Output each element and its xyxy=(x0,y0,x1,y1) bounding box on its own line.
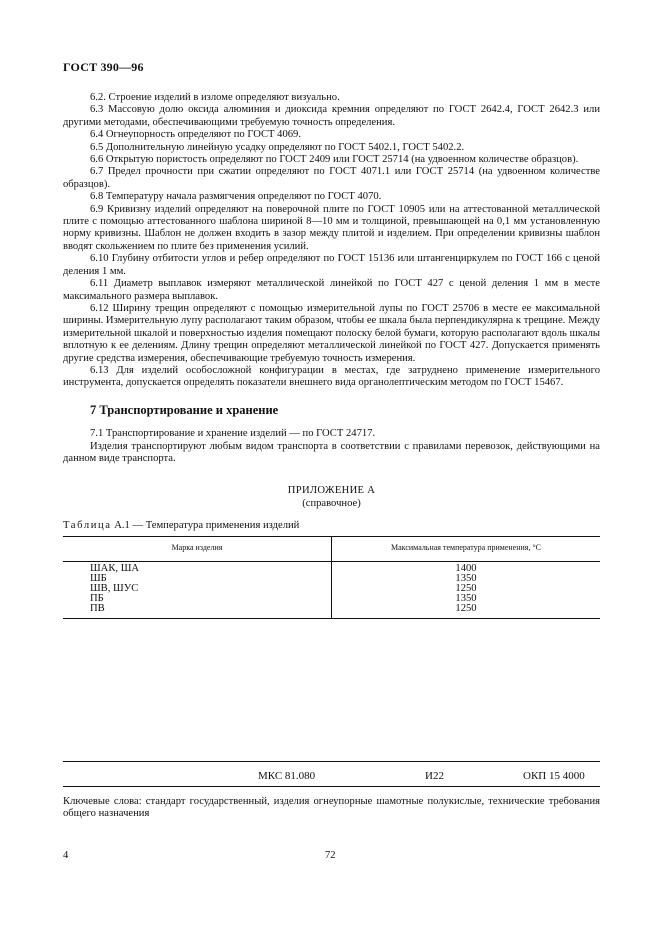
table-caption-text: А.1 — Температура применения изделий xyxy=(111,520,300,532)
paragraph-6-11: 6.11 Диаметр выплавок измеряют металлической линейкой по ГОСТ 427 с ценой деления 1 мм в месте максимального размера выплавок. xyxy=(63,278,600,302)
cell-grade: ПБ xyxy=(63,594,332,604)
table-caption xyxy=(63,520,600,532)
paragraph-6-2: 6.2. Строение изделий в изломе определяют визуально. xyxy=(90,92,340,103)
classification-bottom-rule xyxy=(63,786,600,787)
page-number-center: 72 xyxy=(325,850,336,861)
cell-temperature: 1400 xyxy=(455,562,477,574)
paragraph-6-7: 6.7 Предел прочности при сжатии определяют по ГОСТ 4071.1 или ГОСТ 25714 (на удвоенном количестве образцов). xyxy=(63,166,600,190)
page-number-left: 4 xyxy=(63,850,69,861)
classification-top-rule xyxy=(63,761,600,762)
okp-code: ОКП 15 4000 xyxy=(523,770,585,782)
cell-temperature: 1250 xyxy=(455,583,477,594)
cell-grade: ПВ xyxy=(63,604,332,618)
paragraph-6-6: 6.6 Открытую пористость определяют по ГОСТ 2409 или ГОСТ 25714 (на удвоенном количестве образцов). xyxy=(90,154,579,166)
table-label: Таблица xyxy=(63,520,112,532)
cell-temperature: 1350 xyxy=(455,572,477,584)
paragraph-6-4: 6.4 Огнеупорность определяют по ГОСТ 4069. xyxy=(90,129,302,141)
paragraph-6-9: 6.9 Кривизну изделий определяют на поверочной плите по ГОСТ 10905 или на аттестованной металлической плите с помощью аттестованного шаблона шириной 8—10 мм и толщиной, превышающей на 0,1 мм установленную норму кривизны. Шаблон не должен входить в зазор между плитой и изделием. При определении кривизны шаблон вводят скольжением по плите без применения усилий. xyxy=(63,203,600,252)
table-row xyxy=(63,584,600,594)
document-header: ГОСТ 390—96 xyxy=(63,60,144,74)
group-code: И22 xyxy=(425,770,444,782)
paragraph-6-5: 6.5 Дополнительную линейную усадку определяют по ГОСТ 5402.1, ГОСТ 5402.2. xyxy=(90,141,465,153)
appendix-heading xyxy=(63,485,600,510)
temperature-table xyxy=(63,536,600,619)
paragraph-6-12: 6.12 Ширину трещин определяют с помощью измерительной лупы по ГОСТ 25706 в месте ее максимальной ширины. Измерительную лупу располагают таким образом, чтобы ее шкала была перпендикулярна к трещине. Между измерительной шкалой и поверхностью изделия помещают полоску белой бумаги, которую располагают вдоль шкалы вплотную к ее делениям. Длину трещин определяют металлической линейкой по ГОСТ 427. Допускается применять другие средства измерения, обеспечивающие требуемую точность измерения. xyxy=(63,302,600,364)
cell-temperature: 1250 xyxy=(332,604,601,618)
appendix-title: ПРИЛОЖЕНИЕ А xyxy=(287,485,376,497)
column-header-grade: Марка изделия xyxy=(63,536,332,561)
cell-grade: ШВ, ШУС xyxy=(63,584,332,594)
keywords: Ключевые слова: стандарт государственный, изделия огнеупорные шамотные полукислые, технические требования общего назначения xyxy=(63,796,600,820)
table-row xyxy=(63,594,600,604)
document-body xyxy=(63,92,600,619)
section-7-title: 7 Транспортирование и хранение xyxy=(90,402,279,417)
mks-code: МКС 81.080 xyxy=(258,770,316,782)
cell-grade: ШБ xyxy=(63,574,332,584)
cell-grade: ШАК, ША xyxy=(63,561,332,574)
column-header-max-temp: Максимальная температура применения, °С xyxy=(332,536,601,561)
appendix-subtitle: (справочное) xyxy=(302,497,361,509)
paragraph-7-1: 7.1 Транспортирование и хранение изделий — по ГОСТ 24717. xyxy=(90,428,376,440)
table-row xyxy=(63,604,600,618)
cell-temperature: 1350 xyxy=(455,593,477,605)
table-row xyxy=(63,574,600,584)
table-header-row xyxy=(63,536,600,561)
paragraph-6-8: 6.8 Температуру начала размягчения определяют по ГОСТ 4070. xyxy=(90,191,382,203)
table-row xyxy=(63,561,600,574)
paragraph-6-13: 6.13 Для изделий особосложной конфигурации в местах, где затруднено применение измерительного инструмента, допускается определять показатели внешнего вида органолептическим методом по ГОСТ 15467. xyxy=(63,364,600,389)
paragraph-7-2: Изделия транспортируют любым видом транспорта в соответствии с правилами перевозок, действующими на данном виде транспорта. xyxy=(63,440,600,464)
paragraph-6-3: 6.3 Массовую долю оксида алюминия и диоксида кремния определяют по ГОСТ 2642.4, ГОСТ 2642.3 или другими методами, обеспечивающими требуемую точность определения. xyxy=(63,104,600,128)
paragraph-6-10: 6.10 Глубину отбитости углов и ребер определяют по ГОСТ 15136 или штангенциркулем по ГОСТ 166 с ценой деления 1 мм. xyxy=(63,253,600,277)
